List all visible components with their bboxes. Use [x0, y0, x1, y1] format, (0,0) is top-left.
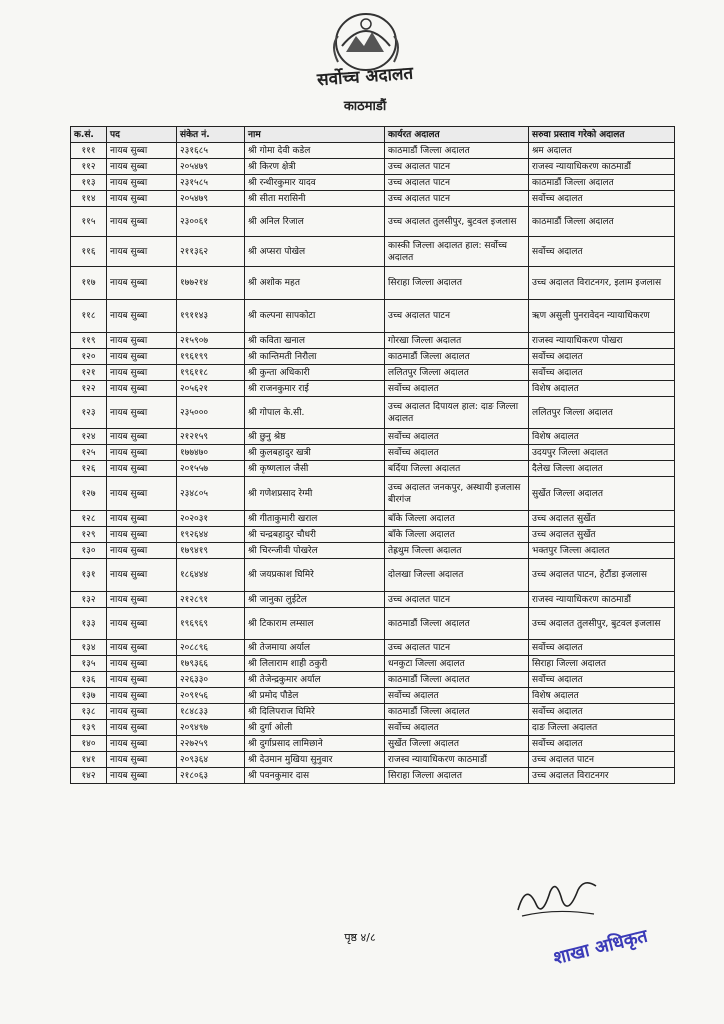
serial-number-cell: १४१ — [71, 752, 107, 768]
employee-name-cell: श्री दिलिपराज घिमिरे — [245, 704, 385, 720]
proposed-court-cell: ऋण असुली पुनरावेदन न्यायाधिकरण — [529, 300, 675, 333]
proposed-court-cell: सर्वोच्च अदालत — [529, 349, 675, 365]
proposed-court-cell: विशेष अदालत — [529, 429, 675, 445]
employee-name-cell: श्री दुर्गा ओली — [245, 720, 385, 736]
employee-name-cell: श्री किरण क्षेत्री — [245, 159, 385, 175]
current-court-cell: राजस्व न्यायाधिकरण काठमाडौं — [385, 752, 529, 768]
table-row — [71, 175, 675, 191]
table-row — [71, 333, 675, 349]
employee-name-cell: श्री अनिल रिजाल — [245, 207, 385, 237]
post-cell: नायब सुब्बा — [107, 640, 177, 656]
serial-number-cell: १३९ — [71, 720, 107, 736]
employee-name-cell: श्री राजनकुमार राई — [245, 381, 385, 397]
current-court-cell: काठमाडौं जिल्ला अदालत — [385, 608, 529, 640]
employee-name-cell: श्री लिलाराम शाही ठकुरी — [245, 656, 385, 672]
employee-name-cell: श्री गणेशप्रसाद रेग्मी — [245, 477, 385, 511]
table-row — [71, 543, 675, 559]
proposed-court-cell: श्रम अदालत — [529, 143, 675, 159]
employee-name-cell: श्री कान्तिमती निरौला — [245, 349, 385, 365]
table-row — [71, 704, 675, 720]
serial-number-cell: ११४ — [71, 191, 107, 207]
table-body — [71, 143, 675, 784]
code-number-cell: २३१५८५ — [177, 175, 245, 191]
current-court-cell: काठमाडौं जिल्ला अदालत — [385, 349, 529, 365]
code-number-cell: २३४८०५ — [177, 477, 245, 511]
serial-number-cell: ११५ — [71, 207, 107, 237]
current-court-cell: तेह्रथुम जिल्ला अदालत — [385, 543, 529, 559]
proposed-court-cell: सर्वोच्च अदालत — [529, 672, 675, 688]
code-number-cell: २१८०६३ — [177, 768, 245, 784]
post-cell: नायब सुब्बा — [107, 381, 177, 397]
current-court-cell: उच्च अदालत पाटन — [385, 300, 529, 333]
column-header: क.सं. — [71, 127, 107, 143]
employee-name-cell: श्री गीताकुमारी खराल — [245, 511, 385, 527]
employee-name-cell: श्री रन्धीरकुमार यादव — [245, 175, 385, 191]
serial-number-cell: १३२ — [71, 592, 107, 608]
column-header: संकेत नं. — [177, 127, 245, 143]
current-court-cell: काठमाडौं जिल्ला अदालत — [385, 672, 529, 688]
current-court-cell: बाँके जिल्ला अदालत — [385, 511, 529, 527]
officer-stamp: शाखा अधिकृत — [551, 925, 650, 970]
employee-name-cell: श्री चन्द्रबहादुर चौधरी — [245, 527, 385, 543]
code-number-cell: २१२८९१ — [177, 592, 245, 608]
table-row — [71, 381, 675, 397]
code-number-cell: २१५९०७ — [177, 333, 245, 349]
code-number-cell: २०५६२१ — [177, 381, 245, 397]
current-court-cell: धनकुटा जिल्ला अदालत — [385, 656, 529, 672]
code-number-cell: २२७२५९ — [177, 736, 245, 752]
code-number-cell: २०८८९६ — [177, 640, 245, 656]
proposed-court-cell: राजस्व न्यायाधिकरण काठमाडौं — [529, 592, 675, 608]
column-header: सरुवा प्रस्ताव गरेको अदालत — [529, 127, 675, 143]
table-row — [71, 736, 675, 752]
proposed-court-cell: सर्वोच्च अदालत — [529, 191, 675, 207]
table-row — [71, 672, 675, 688]
proposed-court-cell: सुर्खेत जिल्ला अदालत — [529, 477, 675, 511]
serial-number-cell: १४० — [71, 736, 107, 752]
post-cell: नायब सुब्बा — [107, 688, 177, 704]
proposed-court-cell: उच्च अदालत पाटन, हेटौंडा इजलास — [529, 559, 675, 592]
post-cell: नायब सुब्बा — [107, 768, 177, 784]
table-row — [71, 592, 675, 608]
proposed-court-cell: सिराहा जिल्ला अदालत — [529, 656, 675, 672]
serial-number-cell: १३१ — [71, 559, 107, 592]
post-cell: नायब सुब्बा — [107, 365, 177, 381]
column-header: नाम — [245, 127, 385, 143]
table-row — [71, 143, 675, 159]
post-cell: नायब सुब्बा — [107, 159, 177, 175]
proposed-court-cell: सर्वोच्च अदालत — [529, 365, 675, 381]
code-number-cell: १९६११८ — [177, 365, 245, 381]
table-row — [71, 300, 675, 333]
current-court-cell: उच्च अदालत पाटन — [385, 191, 529, 207]
post-cell: नायब सुब्बा — [107, 704, 177, 720]
table-row — [71, 477, 675, 511]
table-row — [71, 768, 675, 784]
serial-number-cell: १२६ — [71, 461, 107, 477]
table-row — [71, 207, 675, 237]
proposed-court-cell: सर्वोच्च अदालत — [529, 640, 675, 656]
table-row — [71, 365, 675, 381]
column-header: कार्यरत अदालत — [385, 127, 529, 143]
table-row — [71, 191, 675, 207]
current-court-cell: सिराहा जिल्ला अदालत — [385, 267, 529, 300]
serial-number-cell: १४२ — [71, 768, 107, 784]
code-number-cell: २३००६१ — [177, 207, 245, 237]
proposed-court-cell: उच्च अदालत पाटन — [529, 752, 675, 768]
post-cell: नायब सुब्बा — [107, 736, 177, 752]
table-row — [71, 349, 675, 365]
employee-name-cell: श्री दुर्गाप्रसाद लामिछाने — [245, 736, 385, 752]
table-header-row — [71, 127, 675, 143]
table-row — [71, 445, 675, 461]
current-court-cell: दोलखा जिल्ला अदालत — [385, 559, 529, 592]
table-row — [71, 159, 675, 175]
code-number-cell: २०१५५७ — [177, 461, 245, 477]
table-row — [71, 527, 675, 543]
table-row — [71, 559, 675, 592]
employee-name-cell: श्री अशोक महत — [245, 267, 385, 300]
table-row — [71, 656, 675, 672]
serial-number-cell: ११७ — [71, 267, 107, 300]
post-cell: नायब सुब्बा — [107, 267, 177, 300]
current-court-cell: गोरखा जिल्ला अदालत — [385, 333, 529, 349]
court-city: काठमाडौं — [343, 99, 387, 114]
employee-name-cell: श्री जयप्रकाश घिमिरे — [245, 559, 385, 592]
current-court-cell: काठमाडौं जिल्ला अदालत — [385, 704, 529, 720]
employee-name-cell: श्री पवनकुमार दास — [245, 768, 385, 784]
proposed-court-cell: भक्तपुर जिल्ला अदालत — [529, 543, 675, 559]
employee-name-cell: श्री देउमान मुखिया सुनुवार — [245, 752, 385, 768]
current-court-cell: उच्च अदालत जनकपुर, अस्थायी इजलास बीरगंज — [385, 477, 529, 511]
code-number-cell: १८४८३३ — [177, 704, 245, 720]
current-court-cell: उच्च अदालत दिपायल हाल: दाङ जिल्ला अदालत — [385, 397, 529, 429]
code-number-cell: १७९४१९ — [177, 543, 245, 559]
employee-name-cell: श्री जानुका लुईटेल — [245, 592, 385, 608]
table-row — [71, 640, 675, 656]
employee-name-cell: श्री चिरन्जीवी पोखरेल — [245, 543, 385, 559]
table-row — [71, 461, 675, 477]
code-number-cell: २०९१५६ — [177, 688, 245, 704]
code-number-cell: १९६९६९ — [177, 608, 245, 640]
post-cell: नायब सुब्बा — [107, 511, 177, 527]
code-number-cell: १७७४७० — [177, 445, 245, 461]
table-row — [71, 237, 675, 267]
court-name: सर्वोच्च अदालत — [316, 63, 414, 91]
post-cell: नायब सुब्बा — [107, 397, 177, 429]
post-cell: नायब सुब्बा — [107, 191, 177, 207]
current-court-cell: सर्वोच्च अदालत — [385, 381, 529, 397]
current-court-cell: उच्च अदालत तुलसीपुर, बुटवल इजलास — [385, 207, 529, 237]
proposed-court-cell: दैलेख जिल्ला अदालत — [529, 461, 675, 477]
serial-number-cell: १२४ — [71, 429, 107, 445]
current-court-cell: उच्च अदालत पाटन — [385, 640, 529, 656]
serial-number-cell: १३३ — [71, 608, 107, 640]
serial-number-cell: १२८ — [71, 511, 107, 527]
table-row — [71, 752, 675, 768]
serial-number-cell: ११३ — [71, 175, 107, 191]
employee-name-cell: श्री अप्सरा पोखेल — [245, 237, 385, 267]
employee-name-cell: श्री छुनु श्रेष्ठ — [245, 429, 385, 445]
code-number-cell: १९११४३ — [177, 300, 245, 333]
serial-number-cell: १३६ — [71, 672, 107, 688]
code-number-cell: २०९४९७ — [177, 720, 245, 736]
current-court-cell: सुर्खेत जिल्ला अदालत — [385, 736, 529, 752]
post-cell: नायब सुब्बा — [107, 143, 177, 159]
employee-name-cell: श्री गोपाल के.सी. — [245, 397, 385, 429]
post-cell: नायब सुब्बा — [107, 592, 177, 608]
current-court-cell: सर्वोच्च अदालत — [385, 445, 529, 461]
current-court-cell: बाँके जिल्ला अदालत — [385, 527, 529, 543]
post-cell: नायब सुब्बा — [107, 656, 177, 672]
code-number-cell: २१२१५९ — [177, 429, 245, 445]
code-number-cell: १७७२१४ — [177, 267, 245, 300]
employee-name-cell: श्री सीता मरासिनी — [245, 191, 385, 207]
code-number-cell: २०५४७९ — [177, 159, 245, 175]
employee-name-cell: श्री कृष्णलाल जैसी — [245, 461, 385, 477]
post-cell: नायब सुब्बा — [107, 527, 177, 543]
proposed-court-cell: उच्च अदालत विराटनगर, इलाम इजलास — [529, 267, 675, 300]
table-row — [71, 511, 675, 527]
serial-number-cell: ११६ — [71, 237, 107, 267]
table-row — [71, 720, 675, 736]
current-court-cell: सर्वोच्च अदालत — [385, 720, 529, 736]
serial-number-cell: १२९ — [71, 527, 107, 543]
employee-name-cell: श्री कुलबहादुर खत्री — [245, 445, 385, 461]
serial-number-cell: १३८ — [71, 704, 107, 720]
post-cell: नायब सुब्बा — [107, 300, 177, 333]
current-court-cell: सर्वोच्च अदालत — [385, 688, 529, 704]
current-court-cell: कास्की जिल्ला अदालत हाल: सर्वोच्च अदालत — [385, 237, 529, 267]
table-row — [71, 267, 675, 300]
current-court-cell: काठमाडौं जिल्ला अदालत — [385, 143, 529, 159]
serial-number-cell: १३५ — [71, 656, 107, 672]
current-court-cell: सर्वोच्च अदालत — [385, 429, 529, 445]
serial-number-cell: ११८ — [71, 300, 107, 333]
proposed-court-cell: उच्च अदालत सुर्खेत — [529, 511, 675, 527]
proposed-court-cell: विशेष अदालत — [529, 688, 675, 704]
post-cell: नायब सुब्बा — [107, 559, 177, 592]
current-court-cell: उच्च अदालत पाटन — [385, 592, 529, 608]
table-row — [71, 397, 675, 429]
current-court-cell: ललितपुर जिल्ला अदालत — [385, 365, 529, 381]
proposed-court-cell: उच्च अदालत विराटनगर — [529, 768, 675, 784]
transfer-table — [70, 126, 675, 784]
proposed-court-cell: उदयपुर जिल्ला अदालत — [529, 445, 675, 461]
post-cell: नायब सुब्बा — [107, 672, 177, 688]
current-court-cell: सिराहा जिल्ला अदालत — [385, 768, 529, 784]
code-number-cell: १७९३६६ — [177, 656, 245, 672]
employee-name-cell: श्री गोमा देवी कडेल — [245, 143, 385, 159]
code-number-cell: २३१६८५ — [177, 143, 245, 159]
serial-number-cell: ११९ — [71, 333, 107, 349]
current-court-cell: उच्च अदालत पाटन — [385, 175, 529, 191]
post-cell: नायब सुब्बा — [107, 429, 177, 445]
code-number-cell: २३५००० — [177, 397, 245, 429]
proposed-court-cell: राजस्व न्यायाधिकरण पोखरा — [529, 333, 675, 349]
employee-name-cell: श्री तेजमाया अर्याल — [245, 640, 385, 656]
proposed-court-cell: विशेष अदालत — [529, 381, 675, 397]
post-cell: नायब सुब्बा — [107, 461, 177, 477]
proposed-court-cell: उच्च अदालत सुर्खेत — [529, 527, 675, 543]
proposed-court-cell: उच्च अदालत तुलसीपुर, बुटवल इजलास — [529, 608, 675, 640]
employee-name-cell: श्री कल्पना सापकोटा — [245, 300, 385, 333]
code-number-cell: २११३६२ — [177, 237, 245, 267]
proposed-court-cell: दाङ जिल्ला अदालत — [529, 720, 675, 736]
serial-number-cell: १३७ — [71, 688, 107, 704]
employee-name-cell: श्री प्रमोद पौडेल — [245, 688, 385, 704]
code-number-cell: २०२०३१ — [177, 511, 245, 527]
proposed-court-cell: सर्वोच्च अदालत — [529, 237, 675, 267]
proposed-court-cell: ललितपुर जिल्ला अदालत — [529, 397, 675, 429]
signature-icon — [512, 870, 602, 930]
serial-number-cell: १११ — [71, 143, 107, 159]
code-number-cell: १८६४४४ — [177, 559, 245, 592]
code-number-cell: २२६३३० — [177, 672, 245, 688]
proposed-court-cell: काठमाडौं जिल्ला अदालत — [529, 175, 675, 191]
post-cell: नायब सुब्बा — [107, 349, 177, 365]
post-cell: नायब सुब्बा — [107, 175, 177, 191]
page-number: पृष्ठ ४/८ — [344, 931, 376, 944]
current-court-cell: बर्दिया जिल्ला अदालत — [385, 461, 529, 477]
post-cell: नायब सुब्बा — [107, 543, 177, 559]
post-cell: नायब सुब्बा — [107, 477, 177, 511]
employee-name-cell: श्री कविता खनाल — [245, 333, 385, 349]
code-number-cell: १९२६४४ — [177, 527, 245, 543]
employee-name-cell: श्री कुन्ता अधिकारी — [245, 365, 385, 381]
column-header: पद — [107, 127, 177, 143]
serial-number-cell: १३४ — [71, 640, 107, 656]
proposed-court-cell: राजस्व न्यायाधिकरण काठमाडौं — [529, 159, 675, 175]
serial-number-cell: १२२ — [71, 381, 107, 397]
proposed-court-cell: काठमाडौं जिल्ला अदालत — [529, 207, 675, 237]
serial-number-cell: १२५ — [71, 445, 107, 461]
serial-number-cell: १२७ — [71, 477, 107, 511]
post-cell: नायब सुब्बा — [107, 207, 177, 237]
proposed-court-cell: सर्वोच्च अदालत — [529, 736, 675, 752]
code-number-cell: २०९३६४ — [177, 752, 245, 768]
serial-number-cell: १३० — [71, 543, 107, 559]
post-cell: नायब सुब्बा — [107, 333, 177, 349]
serial-number-cell: १२१ — [71, 365, 107, 381]
post-cell: नायब सुब्बा — [107, 608, 177, 640]
table-row — [71, 608, 675, 640]
code-number-cell: १९६१९९ — [177, 349, 245, 365]
current-court-cell: उच्च अदालत पाटन — [385, 159, 529, 175]
post-cell: नायब सुब्बा — [107, 445, 177, 461]
post-cell: नायब सुब्बा — [107, 237, 177, 267]
serial-number-cell: ११२ — [71, 159, 107, 175]
table-row — [71, 429, 675, 445]
serial-number-cell: १२० — [71, 349, 107, 365]
code-number-cell: २०५४७९ — [177, 191, 245, 207]
employee-name-cell: श्री टिकाराम लम्साल — [245, 608, 385, 640]
serial-number-cell: १२३ — [71, 397, 107, 429]
proposed-court-cell: सर्वोच्च अदालत — [529, 704, 675, 720]
post-cell: नायब सुब्बा — [107, 752, 177, 768]
table-row — [71, 688, 675, 704]
post-cell: नायब सुब्बा — [107, 720, 177, 736]
employee-name-cell: श्री तेजेन्द्रकुमार अर्याल — [245, 672, 385, 688]
